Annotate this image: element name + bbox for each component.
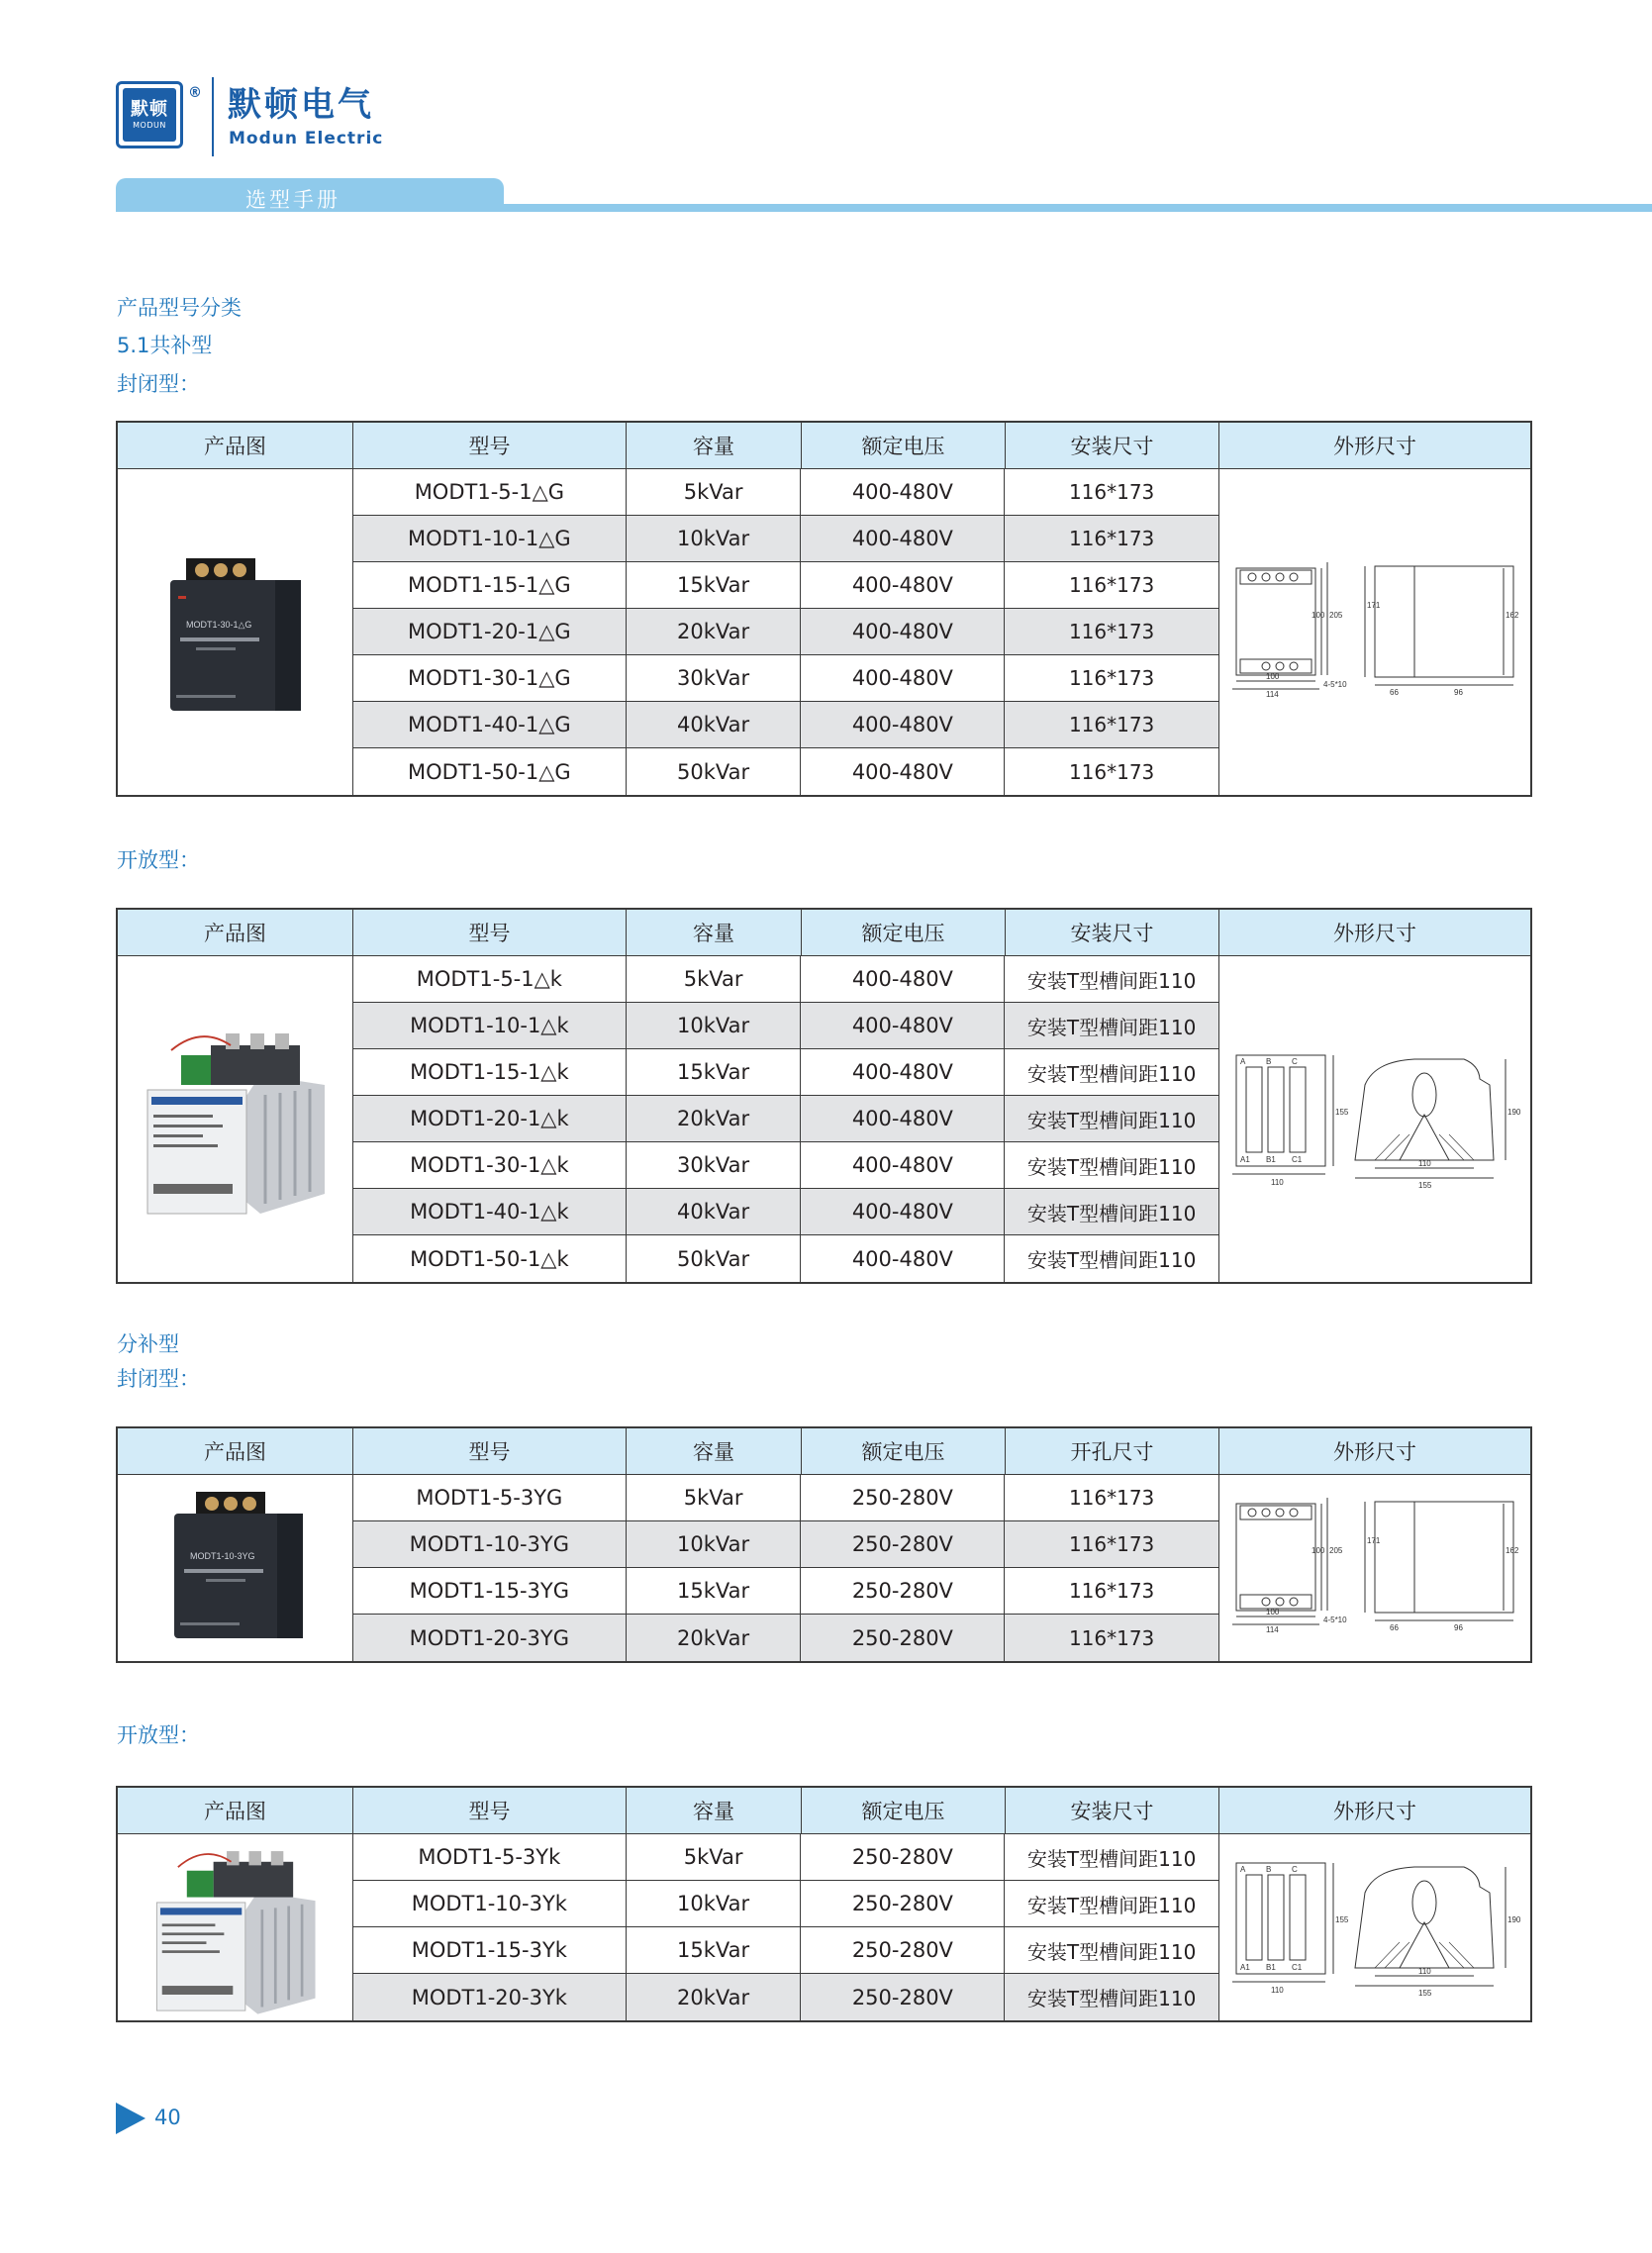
table-row [353, 1927, 1218, 1974]
dim-height-1: 155 [1335, 1107, 1349, 1117]
voltage-cell: 400-480V [801, 1096, 1005, 1141]
outline-drawing-cell [1219, 1475, 1530, 1661]
table-row [353, 702, 1218, 748]
product-label: MODT1-10-3YG [189, 1551, 255, 1561]
model-cell: MODT1-10-1△k [353, 1003, 627, 1048]
size-cell: 116*173 [1068, 480, 1155, 504]
table-row [353, 469, 1218, 516]
logo-chinese: 默顿 [131, 99, 168, 120]
voltage-cell: 400-480V [801, 1189, 1005, 1234]
header-capacity: 容量 [627, 423, 802, 468]
table-header [118, 1428, 1530, 1475]
dim-width-1: 100 [1266, 671, 1280, 681]
page-arrow-icon [116, 2103, 146, 2134]
dim-height-4: 162 [1506, 1546, 1519, 1555]
model-cell: MODT1-5-3Yk [353, 1834, 627, 1880]
product-photo-closed-3y [166, 1484, 305, 1652]
voltage-cell: 250-280V [801, 1568, 1005, 1614]
size-cell: 116*173 [1068, 527, 1155, 550]
terminal-b: B [1266, 1056, 1272, 1066]
table-fenbu-closed [116, 1426, 1532, 1663]
table-row [353, 1521, 1218, 1568]
outline-drawing-closed [1226, 558, 1523, 707]
table-gongbu-open [116, 908, 1532, 1284]
capacity-cell: 20kVar [627, 1615, 802, 1661]
dim-height-2: 190 [1507, 1915, 1521, 1924]
voltage-cell: 400-480V [801, 702, 1005, 747]
capacity-cell: 10kVar [627, 516, 802, 561]
voltage-cell: 250-280V [801, 1521, 1005, 1567]
capacity-cell: 40kVar [627, 1189, 802, 1234]
header-capacity: 容量 [627, 1788, 802, 1833]
model-cell: MODT1-5-1△k [353, 956, 627, 1002]
dim-holes: 4-5*10 [1323, 679, 1347, 689]
model-cell: MODT1-20-1△G [353, 609, 627, 654]
table-gongbu-closed [116, 421, 1532, 797]
dim-height-1: 100 [1312, 1546, 1325, 1555]
model-cell: MODT1-30-1△G [353, 655, 627, 701]
capacity-cell: 5kVar [627, 1475, 802, 1520]
page-number: 40 [154, 2106, 181, 2129]
voltage-cell: 400-480V [801, 748, 1005, 795]
header-model: 型号 [353, 423, 627, 468]
capacity-cell: 40kVar [627, 702, 802, 747]
outline-drawing-open-3y [1226, 1853, 1523, 2002]
header-image: 产品图 [118, 910, 353, 955]
table-row [353, 1003, 1218, 1049]
voltage-cell: 250-280V [801, 1615, 1005, 1661]
header-voltage: 额定电压 [802, 423, 1006, 468]
table-row [353, 562, 1218, 609]
dim-width-1: 110 [1271, 1986, 1284, 1995]
table-row [353, 1834, 1218, 1881]
table-row [353, 1568, 1218, 1615]
dim-height-4: 162 [1506, 610, 1519, 620]
model-cell: MODT1-20-3YG [353, 1615, 627, 1661]
header-outline-size: 外形尺寸 [1333, 435, 1416, 458]
capacity-cell: 10kVar [627, 1003, 802, 1048]
voltage-cell: 400-480V [801, 516, 1005, 561]
model-cell: MODT1-50-1△G [353, 748, 627, 795]
table-row [353, 1142, 1218, 1189]
table-rows [353, 469, 1219, 795]
header-outline-size: 外形尺寸 [1333, 1800, 1416, 1823]
voltage-cell: 400-480V [801, 562, 1005, 608]
table-fenbu-open [116, 1786, 1532, 2022]
terminal-c1: C1 [1292, 1154, 1303, 1164]
dim-height-3: 171 [1367, 600, 1381, 610]
header-install-size: 安装尺寸 [1006, 910, 1219, 955]
table-row [353, 655, 1218, 702]
terminal-a1: A1 [1240, 1154, 1250, 1164]
header-voltage: 额定电压 [802, 910, 1006, 955]
size-cell: 116*173 [1068, 1486, 1155, 1510]
dim-height-1: 155 [1335, 1915, 1349, 1924]
capacity-cell: 15kVar [627, 1568, 802, 1614]
table-row [353, 1189, 1218, 1235]
capacity-cell: 10kVar [627, 1881, 802, 1926]
header-capacity: 容量 [627, 1428, 802, 1474]
model-cell: MODT1-10-3Yk [353, 1881, 627, 1926]
voltage-cell: 400-480V [801, 1049, 1005, 1095]
model-cell: MODT1-10-1△G [353, 516, 627, 561]
voltage-cell: 400-480V [801, 609, 1005, 654]
product-photo-open-3y [151, 1838, 320, 2016]
brand-name-chinese: 默顿电气 [228, 85, 374, 125]
size-cell: 安装T型槽间距110 [1026, 1108, 1197, 1132]
capacity-cell: 20kVar [627, 609, 802, 654]
product-label: MODT1-30-1△G [185, 619, 251, 630]
section-open-1: 开放型： [117, 848, 200, 872]
voltage-cell: 400-480V [801, 655, 1005, 701]
size-cell: 116*173 [1068, 713, 1155, 736]
table-row [353, 956, 1218, 1003]
manual-tab-label: 选型手册 [245, 188, 340, 212]
outline-drawing-cell [1219, 469, 1530, 795]
size-cell: 安装T型槽间距110 [1026, 1154, 1197, 1179]
model-cell: MODT1-10-3YG [353, 1521, 627, 1567]
dim-height-3: 171 [1367, 1536, 1381, 1545]
header-cutout-size: 开孔尺寸 [1006, 1428, 1219, 1474]
section-closed-2: 封闭型： [117, 1367, 200, 1391]
model-cell: MODT1-5-3YG [353, 1475, 627, 1520]
dim-width-1: 100 [1266, 1608, 1280, 1616]
size-cell: 安装T型槽间距110 [1026, 968, 1197, 993]
capacity-cell: 15kVar [627, 562, 802, 608]
header-image: 产品图 [118, 1428, 353, 1474]
terminal-c: C [1292, 1056, 1298, 1066]
registered-mark: ® [188, 85, 202, 101]
model-cell: MODT1-40-1△k [353, 1189, 627, 1234]
terminal-a1: A1 [1240, 1963, 1250, 1972]
outline-drawing-cell [1219, 1834, 1530, 2020]
voltage-cell: 400-480V [801, 1142, 1005, 1188]
logo [116, 81, 183, 148]
header-outline-size: 外形尺寸 [1333, 922, 1416, 945]
terminal-b1: B1 [1266, 1963, 1276, 1972]
dim-width-3: 155 [1418, 1989, 1432, 1998]
dim-height-2: 205 [1329, 1546, 1343, 1555]
table-rows [353, 1475, 1219, 1661]
voltage-cell: 250-280V [801, 1475, 1005, 1520]
capacity-cell: 20kVar [627, 1096, 802, 1141]
model-cell: MODT1-15-3Yk [353, 1927, 627, 1973]
size-cell: 安装T型槽间距110 [1026, 1015, 1197, 1039]
size-cell: 安装T型槽间距110 [1026, 1846, 1197, 1871]
section-title: 产品型号分类 [117, 296, 242, 320]
voltage-cell: 400-480V [801, 1003, 1005, 1048]
terminal-a: A [1240, 1056, 1246, 1066]
terminal-c1: C1 [1292, 1963, 1303, 1972]
model-cell: MODT1-15-1△k [353, 1049, 627, 1095]
capacity-cell: 10kVar [627, 1521, 802, 1567]
dim-height-1: 100 [1312, 610, 1325, 620]
table-header [118, 423, 1530, 469]
capacity-cell: 15kVar [627, 1927, 802, 1973]
size-cell: 116*173 [1068, 1625, 1155, 1650]
capacity-cell: 5kVar [627, 956, 802, 1002]
capacity-cell: 20kVar [627, 1974, 802, 2020]
table-row [353, 1475, 1218, 1521]
capacity-cell: 30kVar [627, 1142, 802, 1188]
table-header [118, 910, 1530, 956]
table-row [353, 1615, 1218, 1661]
model-cell: MODT1-5-1△G [353, 469, 627, 515]
header-voltage: 额定电压 [802, 1428, 1006, 1474]
size-cell: 安装T型槽间距110 [1026, 1939, 1197, 1964]
size-cell: 116*173 [1068, 666, 1155, 690]
section-fenbu: 分补型 [117, 1332, 179, 1356]
dim-depth-1: 66 [1390, 687, 1399, 697]
model-cell: MODT1-20-3Yk [353, 1974, 627, 2020]
voltage-cell: 250-280V [801, 1927, 1005, 1973]
header-image: 产品图 [118, 423, 353, 468]
terminal-a: A [1240, 1865, 1246, 1874]
header-voltage: 额定电压 [802, 1788, 1006, 1833]
size-cell: 安装T型槽间距110 [1026, 1201, 1197, 1225]
dim-width-2: 110 [1418, 1158, 1431, 1168]
size-cell: 安装T型槽间距110 [1026, 1987, 1197, 2010]
table-row [353, 516, 1218, 562]
terminal-b1: B1 [1266, 1154, 1276, 1164]
brand-name-english: Modun Electric [229, 129, 384, 148]
dim-height-2: 205 [1329, 610, 1343, 620]
model-cell: MODT1-15-1△G [353, 562, 627, 608]
outline-drawing-cell [1219, 956, 1530, 1282]
voltage-cell: 400-480V [801, 1235, 1005, 1282]
table-row [353, 1881, 1218, 1927]
table-row [353, 748, 1218, 795]
dim-width-3: 155 [1418, 1180, 1432, 1190]
model-cell: MODT1-15-3YG [353, 1568, 627, 1614]
terminal-c: C [1292, 1865, 1298, 1874]
header-rule [504, 204, 1652, 212]
table-rows [353, 956, 1219, 1282]
size-cell: 116*173 [1068, 620, 1155, 643]
product-image-cell [118, 1475, 353, 1661]
voltage-cell: 250-280V [801, 1881, 1005, 1926]
table-row [353, 1096, 1218, 1142]
capacity-cell: 15kVar [627, 1049, 802, 1095]
capacity-cell: 50kVar [627, 1235, 802, 1282]
dim-width-1: 110 [1271, 1177, 1284, 1187]
table-rows [353, 1834, 1219, 2020]
outline-drawing-closed-3y [1226, 1494, 1523, 1642]
table-row [353, 609, 1218, 655]
product-photo-open [142, 1016, 330, 1224]
size-cell: 116*173 [1068, 1579, 1155, 1603]
capacity-cell: 30kVar [627, 655, 802, 701]
capacity-cell: 5kVar [627, 1834, 802, 1880]
model-cell: MODT1-50-1△k [353, 1235, 627, 1282]
product-image-cell [118, 469, 353, 795]
capacity-cell: 50kVar [627, 748, 802, 795]
voltage-cell: 250-280V [801, 1834, 1005, 1880]
logo-mark [123, 88, 176, 142]
size-cell: 安装T型槽间距110 [1026, 1248, 1197, 1272]
table-row [353, 1235, 1218, 1282]
dim-width-2: 114 [1266, 1625, 1279, 1634]
table-header [118, 1788, 1530, 1834]
dim-width-2: 110 [1418, 1967, 1431, 1976]
logo-english: MODUN [133, 121, 166, 130]
section-closed-1: 封闭型： [117, 372, 200, 396]
size-cell: 116*173 [1068, 573, 1155, 597]
brand-divider [212, 77, 214, 156]
size-cell: 116*173 [1068, 759, 1155, 784]
header-model: 型号 [353, 910, 627, 955]
product-image-cell [118, 956, 353, 1282]
header-install-size: 安装尺寸 [1006, 1788, 1219, 1833]
dim-depth-1: 66 [1390, 1623, 1399, 1632]
header-image: 产品图 [118, 1788, 353, 1833]
terminal-b: B [1266, 1865, 1272, 1874]
product-image-cell [118, 1834, 353, 2020]
dim-holes: 4-5*10 [1323, 1616, 1347, 1624]
header-install-size: 安装尺寸 [1006, 423, 1219, 468]
model-cell: MODT1-20-1△k [353, 1096, 627, 1141]
size-cell: 116*173 [1068, 1532, 1155, 1556]
dim-depth-2: 96 [1454, 687, 1463, 697]
model-cell: MODT1-40-1△G [353, 702, 627, 747]
outline-drawing-open [1226, 1045, 1523, 1194]
header-outline-size: 外形尺寸 [1333, 1440, 1416, 1464]
dim-depth-2: 96 [1454, 1623, 1463, 1632]
voltage-cell: 400-480V [801, 956, 1005, 1002]
voltage-cell: 400-480V [801, 469, 1005, 515]
header-model: 型号 [353, 1428, 627, 1474]
model-cell: MODT1-30-1△k [353, 1142, 627, 1188]
dim-width-2: 114 [1266, 689, 1279, 699]
dim-height-2: 190 [1507, 1107, 1521, 1117]
section-gongbu: 5.1共补型 [117, 334, 213, 357]
size-cell: 安装T型槽间距110 [1026, 1061, 1197, 1086]
capacity-cell: 5kVar [627, 469, 802, 515]
product-photo-closed [166, 548, 305, 717]
header-capacity: 容量 [627, 910, 802, 955]
voltage-cell: 250-280V [801, 1974, 1005, 2020]
header-model: 型号 [353, 1788, 627, 1833]
size-cell: 安装T型槽间距110 [1026, 1893, 1197, 1917]
section-open-2: 开放型： [117, 1723, 200, 1747]
table-row [353, 1049, 1218, 1096]
table-row [353, 1974, 1218, 2020]
